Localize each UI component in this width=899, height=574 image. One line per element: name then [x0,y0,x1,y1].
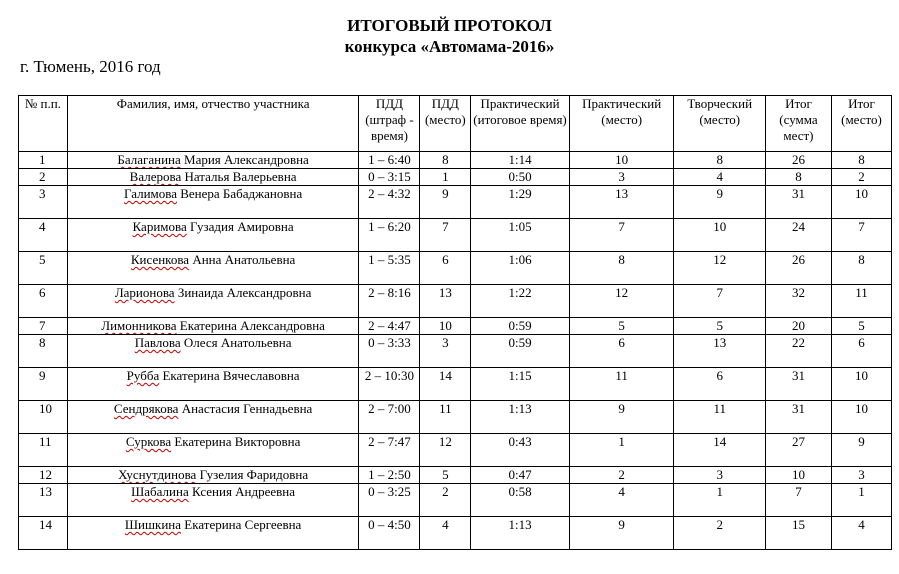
table-row [19,335,892,368]
participant-surname: Рубба [126,368,160,383]
participant-given-names: Екатерина Александровна [176,318,325,333]
participant-given-names: Екатерина Сергеевна [181,517,302,532]
city-year: г. Тюмень, 2016 год [20,57,161,76]
column-header: Практический (итоговое время) [471,96,570,152]
total-sum: 31 [765,368,831,401]
participant-given-names: Анастасия Геннадьевна [178,401,313,416]
pdd-penalty-time: 0 – 3:15 [359,169,420,186]
practical-time: 1:13 [471,517,570,550]
practical-time: 1:15 [471,368,570,401]
pdd-penalty-time: 2 – 7:47 [359,434,420,467]
pdd-place: 14 [420,368,471,401]
final-place: 11 [831,285,891,318]
pdd-penalty-time: 2 – 7:00 [359,401,420,434]
column-header: ПДД (место) [420,96,471,152]
participant-surname: Лимонникова [101,318,177,333]
practical-time: 0:50 [471,169,570,186]
pdd-penalty-time: 0 – 3:33 [359,335,420,368]
final-place: 7 [831,219,891,252]
column-header: Итог (место) [831,96,891,152]
practical-place: 8 [569,252,674,285]
final-place: 10 [831,368,891,401]
participant-name [67,252,359,285]
contest-subtitle: конкурса «Автомама-2016» [344,37,555,56]
participant-surname: Сендрякова [113,401,179,416]
participant-given-names: Екатерина Викторовна [171,434,301,449]
table-row [19,219,892,252]
total-sum: 8 [765,169,831,186]
participant-given-names: Олеся Анатольевна [180,335,292,350]
final-place: 10 [831,186,891,219]
protocol-title: ИТОГОВЫЙ ПРОТОКОЛ [347,16,552,35]
participant-name [67,169,359,186]
total-sum: 32 [765,285,831,318]
creative-place: 3 [674,467,765,484]
row-number: 4 [19,219,68,252]
creative-place: 12 [674,252,765,285]
pdd-place: 6 [420,252,471,285]
practical-place: 9 [569,517,674,550]
pdd-place: 3 [420,335,471,368]
participant-surname: Суркова [125,434,172,449]
total-sum: 26 [765,152,831,169]
table-row [19,252,892,285]
participant-surname: Галимова [124,186,177,201]
table-row [19,169,892,186]
table-row [19,401,892,434]
practical-time: 1:14 [471,152,570,169]
pdd-place: 4 [420,517,471,550]
total-sum: 26 [765,252,831,285]
participant-given-names: Анна Анатольевна [189,252,296,267]
total-sum: 31 [765,186,831,219]
participant-surname: Кисенкова [130,252,190,267]
practical-place: 2 [569,467,674,484]
participant-given-names: Ксения Андреевна [188,484,296,499]
participant-surname: Хуснутдинова [118,467,197,482]
creative-place: 9 [674,186,765,219]
practical-time: 1:29 [471,186,570,219]
participant-name [67,401,359,434]
final-place: 4 [831,517,891,550]
row-number: 1 [19,152,68,169]
pdd-place: 7 [420,219,471,252]
row-number: 12 [19,467,68,484]
table-row [19,186,892,219]
table-header-row [19,96,892,152]
pdd-penalty-time: 2 – 4:32 [359,186,420,219]
table-row [19,285,892,318]
participant-given-names: Гузадия Амировна [186,219,294,234]
practical-time: 1:05 [471,219,570,252]
practical-place: 4 [569,484,674,517]
creative-place: 2 [674,517,765,550]
participant-name [67,152,359,169]
pdd-place: 1 [420,169,471,186]
pdd-place: 9 [420,186,471,219]
pdd-penalty-time: 2 – 4:47 [359,318,420,335]
participant-name [67,318,359,335]
creative-place: 5 [674,318,765,335]
participant-surname: Каримова [132,219,187,234]
table-row [19,434,892,467]
pdd-place: 10 [420,318,471,335]
practical-time: 1:06 [471,252,570,285]
results-table [18,95,892,550]
practical-time: 0:59 [471,335,570,368]
practical-place: 3 [569,169,674,186]
row-number: 11 [19,434,68,467]
row-number: 8 [19,335,68,368]
participant-name [67,335,359,368]
practical-time: 1:13 [471,401,570,434]
final-place: 9 [831,434,891,467]
participant-given-names: Наталья Валерьевна [181,169,297,184]
participant-given-names: Гузелия Фаридовна [196,467,309,482]
pdd-penalty-time: 0 – 3:25 [359,484,420,517]
practical-place: 13 [569,186,674,219]
participant-surname: Шабалина [131,484,189,499]
pdd-penalty-time: 0 – 4:50 [359,517,420,550]
participant-given-names: Мария Александровна [180,152,309,167]
final-place: 3 [831,467,891,484]
final-place: 6 [831,335,891,368]
creative-place: 8 [674,152,765,169]
column-header: № п.п. [19,96,68,152]
creative-place: 7 [674,285,765,318]
row-number: 9 [19,368,68,401]
row-number: 3 [19,186,68,219]
column-header: Творческий (место) [674,96,765,152]
participant-name [67,186,359,219]
practical-time: 1:22 [471,285,570,318]
practical-place: 11 [569,368,674,401]
practical-place: 5 [569,318,674,335]
participant-name [67,467,359,484]
final-place: 8 [831,252,891,285]
pdd-penalty-time: 2 – 8:16 [359,285,420,318]
participant-surname: Шишкина [124,517,182,532]
row-number: 2 [19,169,68,186]
participant-name [67,219,359,252]
practical-place: 1 [569,434,674,467]
practical-place: 7 [569,219,674,252]
participant-surname: Балаганина [117,152,181,167]
practical-place: 9 [569,401,674,434]
total-sum: 31 [765,401,831,434]
pdd-penalty-time: 1 – 5:35 [359,252,420,285]
creative-place: 4 [674,169,765,186]
final-place: 1 [831,484,891,517]
column-header: ПДД (штраф - время) [359,96,420,152]
pdd-place: 5 [420,467,471,484]
final-place: 5 [831,318,891,335]
table-row [19,368,892,401]
participant-name [67,517,359,550]
creative-place: 1 [674,484,765,517]
column-header: Фамилия, имя, отчество участника [67,96,359,152]
row-number: 5 [19,252,68,285]
row-number: 7 [19,318,68,335]
creative-place: 14 [674,434,765,467]
table-row [19,467,892,484]
row-number: 14 [19,517,68,550]
pdd-place: 12 [420,434,471,467]
pdd-penalty-time: 1 – 2:50 [359,467,420,484]
pdd-penalty-time: 2 – 10:30 [359,368,420,401]
participant-given-names: Венера Бабаджановна [176,186,303,201]
participant-surname: Павлова [134,335,181,350]
participant-surname: Ларионова [114,285,175,300]
table-row [19,152,892,169]
total-sum: 20 [765,318,831,335]
pdd-place: 13 [420,285,471,318]
row-number: 10 [19,401,68,434]
pdd-penalty-time: 1 – 6:20 [359,219,420,252]
pdd-place: 2 [420,484,471,517]
total-sum: 10 [765,467,831,484]
practical-time: 0:43 [471,434,570,467]
table-row [19,484,892,517]
total-sum: 7 [765,484,831,517]
pdd-place: 8 [420,152,471,169]
pdd-penalty-time: 1 – 6:40 [359,152,420,169]
creative-place: 11 [674,401,765,434]
practical-time: 0:59 [471,318,570,335]
creative-place: 6 [674,368,765,401]
participant-name [67,434,359,467]
total-sum: 27 [765,434,831,467]
practical-time: 0:58 [471,484,570,517]
participant-surname: Валерова [129,169,182,184]
total-sum: 22 [765,335,831,368]
column-header: Итог (сумма мест) [765,96,831,152]
practical-place: 10 [569,152,674,169]
participant-name [67,368,359,401]
practical-place: 6 [569,335,674,368]
creative-place: 10 [674,219,765,252]
row-number: 13 [19,484,68,517]
total-sum: 24 [765,219,831,252]
row-number: 6 [19,285,68,318]
participant-name [67,285,359,318]
final-place: 10 [831,401,891,434]
participant-name [67,484,359,517]
table-row [19,318,892,335]
final-place: 2 [831,169,891,186]
participant-given-names: Зинаида Александровна [174,285,312,300]
creative-place: 13 [674,335,765,368]
final-place: 8 [831,152,891,169]
total-sum: 15 [765,517,831,550]
participant-given-names: Екатерина Вячеславовна [159,368,300,383]
column-header: Практический (место) [569,96,674,152]
practical-time: 0:47 [471,467,570,484]
pdd-place: 11 [420,401,471,434]
practical-place: 12 [569,285,674,318]
table-row [19,517,892,550]
